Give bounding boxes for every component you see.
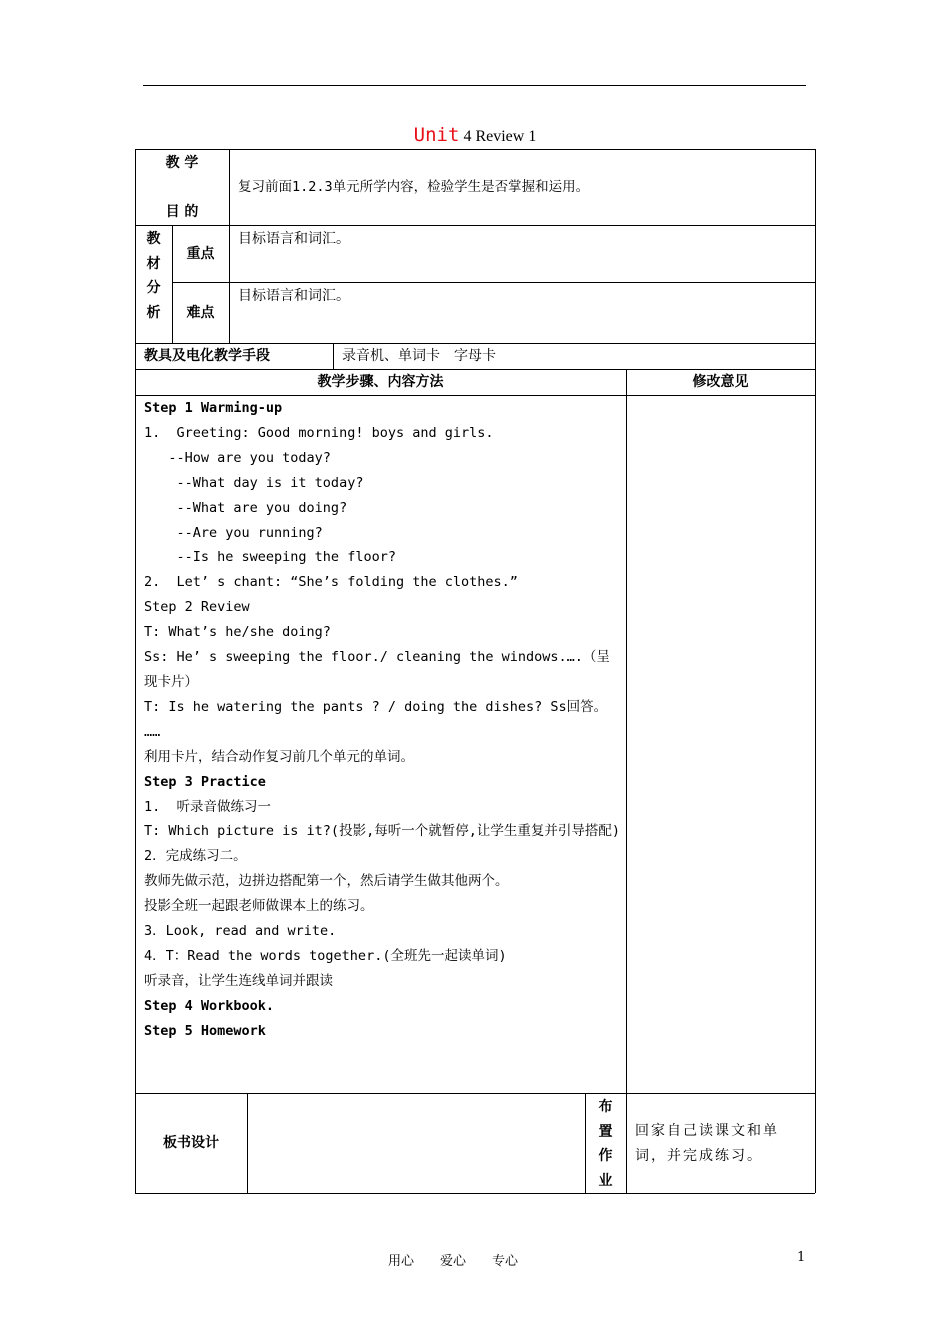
analysis-char-3: 分 (146, 280, 161, 296)
page-number: 1 (797, 1250, 806, 1265)
title-rest: 4 Review 1 (459, 128, 537, 145)
tools-label: 教具及电化教学手段 (144, 348, 270, 364)
purpose-label-bottom: 目 的 (165, 204, 199, 220)
board-design-label: 板书设计 (163, 1135, 219, 1151)
analysis-char-2: 材 (146, 256, 161, 272)
assign-char-4: 业 (598, 1173, 613, 1189)
step-line: 1. Greeting: Good morning! boys and girls. (144, 424, 494, 441)
step-line: T: Which picture is it?(投影,每听一个就暂停,让学生重复并引导搭配) (144, 823, 620, 840)
key-points-text: 目标语言和词汇。 (238, 231, 350, 247)
revision-header: 修改意见 (692, 374, 749, 390)
homework-text: 回家自己读课文和单词，并完成练习。 (635, 1123, 779, 1164)
analysis-char-1: 教 (146, 231, 161, 247)
assign-char-3: 作 (598, 1148, 613, 1164)
step-line: --Is he sweeping the floor? (144, 549, 396, 566)
step-line: Step 5 Homework (144, 1022, 266, 1039)
step-line: --What day is it today? (144, 474, 364, 491)
step-line: --How are you today? (144, 449, 331, 466)
difficult-points-label: 难点 (186, 305, 215, 321)
analysis-char-4: 析 (146, 305, 161, 321)
title-unit: Unit (413, 124, 460, 146)
assign-char-2: 置 (598, 1124, 613, 1140)
step-line: --Are you running? (144, 524, 323, 541)
step-line: 教师先做示范，边拼边搭配第一个，然后请学生做其他两个。 (144, 873, 509, 890)
steps-header: 教学步骤、内容方法 (317, 374, 444, 390)
step-line: 听录音，让学生连线单词并跟读 (144, 972, 333, 989)
page-title (135, 124, 815, 146)
step-line: T: Is he watering the pants ? / doing the dishes? Ss回答。 (144, 698, 608, 715)
step-line: …… (144, 723, 161, 740)
header-rule (143, 85, 806, 86)
step-line: 1. 听录音做练习一 (144, 798, 272, 815)
step-line: T: What’s he/she doing? (144, 624, 331, 641)
teaching-steps (144, 396, 620, 1044)
step-line: --What are you doing? (144, 499, 348, 516)
footer-motto: 用心 爱心 专心 (388, 1254, 519, 1269)
step-line: 2．完成练习二。 (144, 848, 247, 865)
assign-char-1: 布 (598, 1099, 613, 1115)
step-line: 3．Look, read and write. (144, 923, 337, 940)
step-line: Step 4 Workbook. (144, 997, 275, 1014)
tools-text: 录音机、单词卡 字母卡 (342, 348, 496, 364)
step-line: Ss: He’ s sweeping the floor./ cleaning the windows.….（呈现卡片） (144, 649, 610, 690)
step-line: Step 2 Review (144, 599, 250, 616)
purpose-text: 复习前面1.2.3单元所学内容，检验学生是否掌握和运用。 (238, 179, 590, 195)
step-line: Step 1 Warming-up (144, 400, 283, 416)
key-points-label: 重点 (186, 246, 215, 262)
step-line: 投影全班一起跟老师做课本上的练习。 (144, 898, 374, 915)
step-line: 2. Let’ s chant: “She’s folding the clothes.” (144, 574, 518, 591)
purpose-label-top: 教 学 (165, 155, 199, 171)
difficult-points-text: 目标语言和词汇。 (238, 288, 350, 304)
step-line: 利用卡片，结合动作复习前几个单元的单词。 (144, 748, 414, 765)
step-line: Step 3 Practice (144, 773, 266, 790)
step-line: 4．T：Read the words together.(全班先一起读单词) (144, 947, 507, 964)
